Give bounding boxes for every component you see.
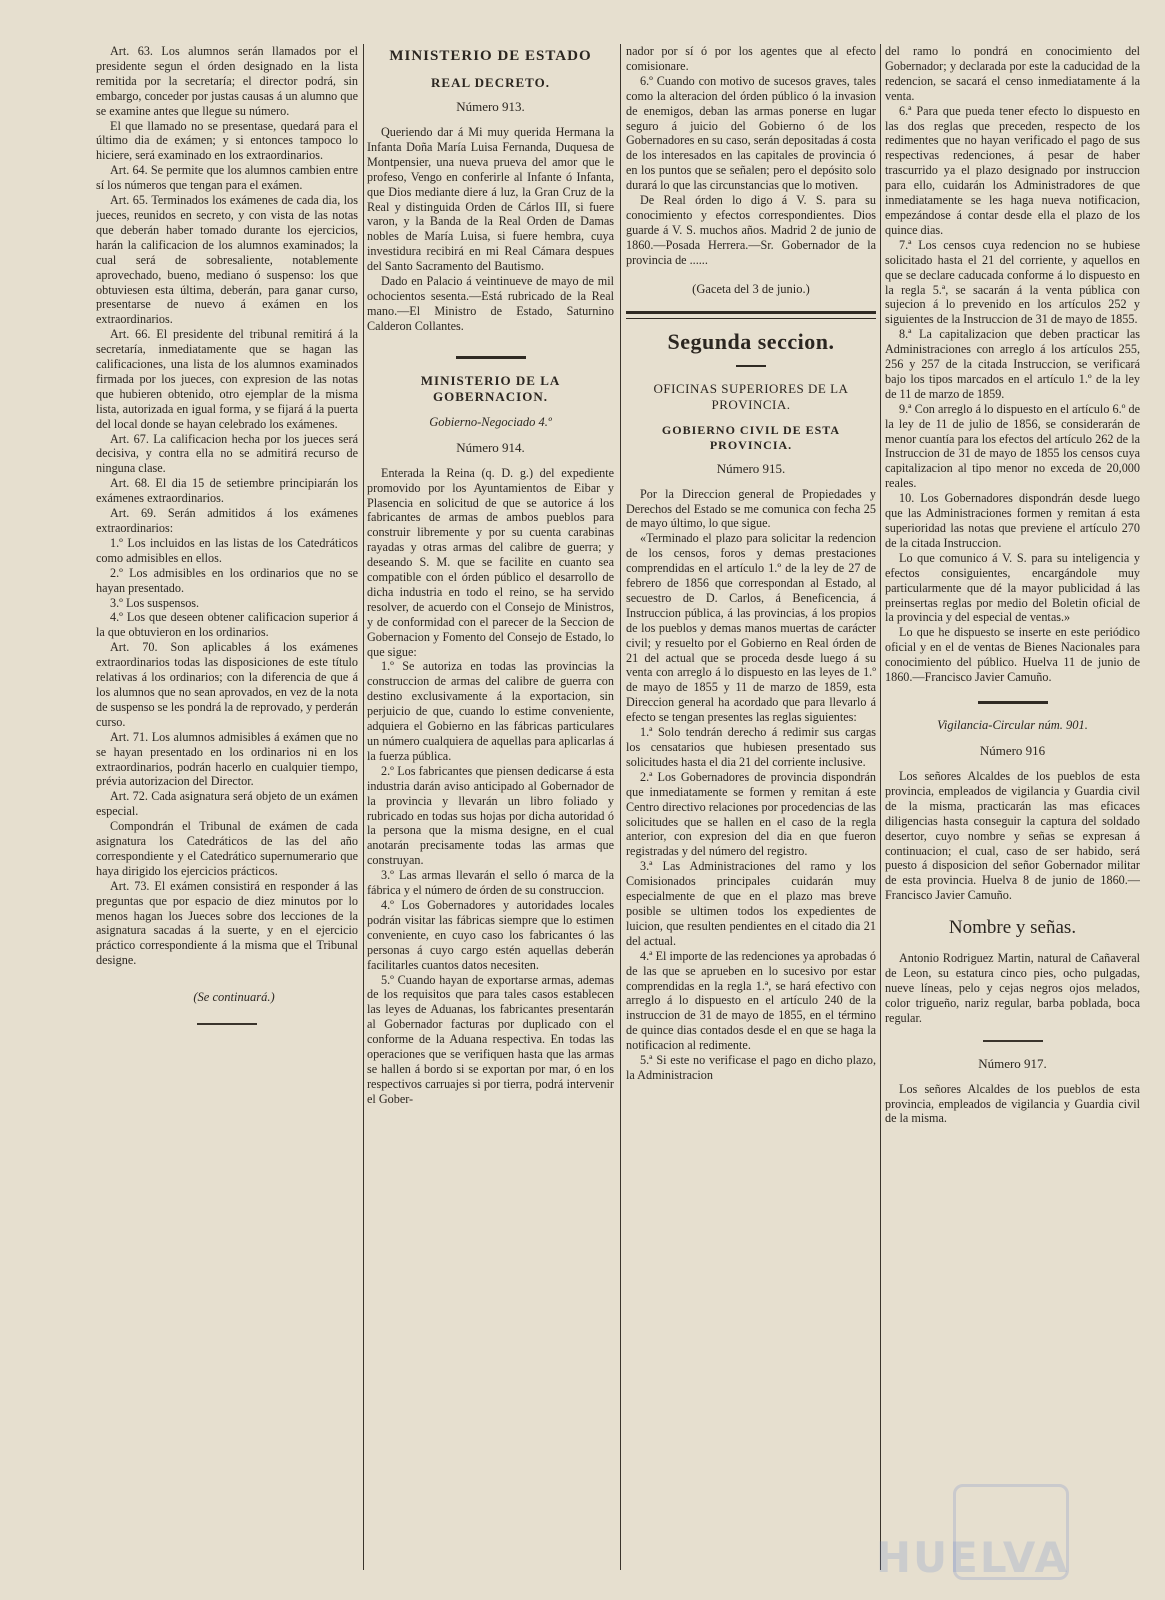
- article-list: [96, 44, 358, 968]
- regla-3: 3.ª Las Administraciones del ramo y los Comisionados principales cuidarán muy especialmente de que en el plazo mas breve posible se ultimen todos los expedientes de luicion, que resulten pendientes en el citado dia 21 del actual.: [626, 859, 876, 948]
- deserter-paragraph: Los señores Alcaldes de los pueblos de esta provincia, empleados de vigilancia y Guardia civil de la misma, practicarán las mas eficaces diligencias hasta conseguir la captura del soldado desertor, cuyo nombre y señas se expresan á continuacion; el cual, caso de ser habido, será puesto á disposicion del señor Gobernador militar de esta provincia. Huelva 8 de junio de 1860.—Francisco Javier Camuño.: [885, 768, 1140, 903]
- regla-8: 8.ª La capitalizacion que deben practicar las Administraciones con arreglo á los artículos 255, 256 y 257 de la citada Instruccion, se verificará bajo los tipos marcados en el artículo 1.º de la ley de 11 de marzo de 1859.: [885, 327, 1140, 401]
- article-paragraph: Art. 66. El presidente del tribunal remitirá á la secretaría, inmediatamente que se hagan las calificaciones, una lista de los alumnos examinados firmada por los jueces, con expresion de las notas que hubieren obtenido, otro ejemplar de la misma lista, autorizada en igual forma, y se fijará á la puerta del local donde se hayan celebrado los exámenes.: [96, 327, 358, 431]
- article-paragraph: El que llamado no se presentase, quedará para el último dia de exámen; y si entonces tampoco lo hiciere, será examinado en los extraordinarios.: [96, 118, 358, 163]
- continued-paragraph: del ramo lo pondrá en conocimiento del Gobernador; y declarada por este la caducidad de la redencion, se sacará el censo inmediatamente á la venta.: [885, 44, 1140, 103]
- regla-2: 2.ª Los Gobernadores de provincia dispondrán que inmediatamente se formen y remitan á este Centro directivo relaciones por procedencias de las solicitudes que se hallen en el caso de la regla anterior, con expresion del dia en que fueron registradas y del número del registro.: [626, 769, 876, 859]
- separator: [736, 365, 766, 367]
- column-1: [96, 44, 358, 1586]
- nombre-senas-heading: Nombre y señas.: [948, 917, 1077, 939]
- article-paragraph: Compondrán el Tribunal de exámen de cada asignatura los Catedráticos de las del año correspondiente y el Catedrático supernumerario que haya dirigido los ejercicios prácticos.: [96, 819, 358, 878]
- article-paragraph: 4.º Los que deseen obtener calificacion superior á la que obtuvieron en los ordinarios.: [96, 610, 358, 640]
- oficinas-heading: OFICINAS SUPERIORES DE LA PROVINCIA.: [653, 380, 849, 412]
- column-4: [885, 44, 1140, 1586]
- numero-915: Número 915.: [716, 460, 786, 476]
- numero-913: Número 913.: [456, 99, 525, 114]
- regla-6: 6.ª Para que pueda tener efecto lo dispuesto en las dos reglas que preceden, respecto de los redimentes que no hayan verificado el pago de sus respectivas redenciones, á pesar de haber trascurrido ya el plazo designado por instruccion para ello, cuidarán los Administradores de que inmediatamente se les haga nueva notificacion, empezándose á contar desde ella el plazo de los quince dias.: [885, 103, 1140, 237]
- order-rule-3: 3.º Las armas llevarán el sello ó marca de la fábrica y el número de órden de su construccion.: [367, 868, 614, 898]
- closing-paragraph: Lo que comunico á V. S. para su inteligencia y efectos consiguientes, encargándole muy particularmente que dé la mayor publicidad á las preinsertas reglas por medio del Boletin oficial de la provincia y del especial de ventas.»: [885, 550, 1140, 625]
- negociado-label: Gobierno-Negociado 4.º: [429, 414, 552, 429]
- separator: [456, 356, 526, 359]
- column-rule: [620, 44, 621, 1570]
- article-paragraph: Art. 71. Los alumnos admisibles á exámen que no se hayan presentado en los ordinarios ni en los extraordinarios, podrán hacerlo en cualquier tiempo, prévia autorizacion del Director.: [96, 729, 358, 789]
- order-rule-6: 6.º Cuando con motivo de sucesos graves, tales como la alteracion del órden público ó la invasion de enemigos, deban las armas ponerse en lugar seguro á juicio del Gobierno ó de los Gobernadores en su caso, serán depositadas á costa de los interesados en las capitales de provincia ó en los puntos que se señalen; pero el depósito solo durará lo que las circunstancias que lo motiven.: [626, 73, 876, 193]
- article-paragraph: Art. 63. Los alumnos serán llamados por el presidente segun el órden designado en la lista remitida por la secretaría; el director podrá, sin embargo, conceder por justas causas á un alumno que se examine antes que llegue su número.: [96, 44, 358, 118]
- article-paragraph: Art. 69. Serán admitidos á los exámenes extraordinarios:: [96, 506, 358, 535]
- regla-5: 5.ª Si este no verificase el pago en dicho plazo, la Administracion: [626, 1053, 876, 1082]
- article-paragraph: Art. 64. Se permite que los alumnos cambien entre sí los números que tengan para el exámen.: [96, 163, 358, 193]
- circular-paragraph: «Terminado el plazo para solicitar la redencion de los censos, foros y demas prestaciones comprendidas en el artículo 1.º de la ley de 27 de febrero de 1856 que correspondan al Estado, al secuestro de D. Carlos, á Beneficencia, á Instruccion pública, á las provincias, á los propios de los pueblos y demas manos muertas de carácter civil; y resuelto por el Gobierno en Real órden de 21 del actual que se proceda desde luego á su venta con arreglo á lo dispuesto en las leyes de 1.º de mayo de 1855 y 11 de marzo de 1859, esta Direccion general ha acordado que para llevarlo á efecto se tengan presentes las reglas siguientes:: [626, 531, 876, 725]
- column-rule: [363, 44, 364, 1570]
- segunda-seccion-heading: Segunda seccion.: [667, 328, 835, 354]
- separator: [197, 1023, 257, 1025]
- regla-7: 7.ª Los censos cuya redencion no se hubiese solicitado hasta el 21 del corriente, y aquellos en que se declare caducada conforme á lo dispuesto en la regla 5.ª, se sacarán á la venta pública con sujecion á lo prevenido en los artículos 252 y siguientes de la Instruccion de 31 de mayo de 1855.: [885, 237, 1140, 327]
- article-paragraph: Art. 65. Terminados los exámenes de cada dia, los jueces, reunidos en secreto, y con vista de las notas que deberán haber tomado durante los ejercicios, harán la calificacion de los alumnos examinados; la cual será de sobresaliente, notablemente aprovechado, bueno, mediano ó suspenso: los que obtuviesen esta última, deberán, para ganar curso, presentarse de nuevo á exámen en los extraordinarios.: [96, 193, 358, 327]
- separator: [983, 1040, 1043, 1042]
- gaceta-reference: (Gaceta del 3 de junio.): [692, 281, 810, 296]
- royal-order-closing: De Real órden lo digo á V. S. para su conocimiento y efectos correspondientes. Dios guarde á V. S. muchos años. Madrid 2 de junio de 1860.—Posada Herrera.—Sr. Gobernador de la provincia de ......: [626, 193, 876, 267]
- column-rule: [880, 44, 881, 1570]
- ministerio-gobernacion-heading: MINISTERIO DE LA GOBERNACION.: [420, 372, 561, 404]
- article-paragraph: 1.º Los incluidos en las listas de los Catedráticos como admisibles en ellos.: [96, 535, 358, 565]
- watermark: HUELVA: [875, 1533, 1069, 1582]
- column-2: [367, 44, 614, 1586]
- section-rule: [626, 311, 876, 319]
- vigilancia-label: Vigilancia-Circular núm. 901.: [937, 717, 1088, 732]
- real-decreto-heading: REAL DECRETO.: [431, 75, 550, 90]
- regla-9: 9.ª Con arreglo á lo dispuesto en el artículo 6.º de la ley de 11 de julio de 1856, se considerarán de menor cuantía para los efectos del artículo 262 de la Instruccion de 31 de mayo de 1855 los censos cuya capitalizacion al tipo menor no exceda de 20,000 reales.: [885, 401, 1140, 491]
- continued-paragraph: nador por sí ó por los agentes que al efecto comisionare.: [626, 44, 876, 73]
- numero-914: Número 914.: [456, 439, 525, 455]
- order-rule-2: 2.º Los fabricantes que piensen dedicarse á esta industria darán aviso anticipado al Gobernador de la provincia y llevarán un libro foliado y rubricado en todas sus hojas por dicha autoridad ó la persona que la misma designe, en el cual anotarán precisamente todas las armas que construyan.: [367, 763, 614, 868]
- article-paragraph: Art. 68. El dia 15 de setiembre principiarán los exámenes extraordinarios.: [96, 476, 358, 506]
- regla-10: 10. Los Gobernadores dispondrán desde luego que las Administraciones formen y remitan á esta superioridad las notas que previene el artículo 270 de la citada Instruccion.: [885, 491, 1140, 550]
- description-paragraph: Antonio Rodriguez Martin, natural de Cañaveral de Leon, su estatura cinco pies, ocho pulgadas, nueve líneas, pelo y cejas negros ojos melados, color trigueño, nariz regular, barba poblada, boca regular.: [885, 951, 1140, 1025]
- order-paragraph: Enterada la Reina (q. D. g.) del expediente promovido por los Ayuntamientos de Eibar y Plasencia en solicitud de que se autorice á los fabricantes de armas de ambos pueblos para construir libremente y por su cuenta carabinas rayadas y otras armas del calibre de guerra; y deseando S. M. que se facilite en cuanto sea compatible con el órden público el desarrollo de dicha industria en todo el reino, se ha servido resolver, de acuerdo con el Consejo de Ministros, y de conformidad con el parecer de la Seccion de Gobernacion y Fomento del Consejo de Estado, lo que sigue:: [367, 465, 614, 659]
- governor-note: Lo que he dispuesto se inserte en este periódico oficial y en el de ventas de Bienes Nacionales para conocimiento del público. Huelva 11 de junio de 1860.—Francisco Javier Camuño.: [885, 625, 1140, 685]
- column-3: [626, 44, 876, 1586]
- article-paragraph: Art. 67. La calificacion hecha por los jueces será decisiva, y contra ella no se admitirá recurso de ninguna clase.: [96, 431, 358, 476]
- gobierno-civil-heading: GOBIERNO CIVIL DE ESTA PROVINCIA.: [661, 422, 841, 452]
- ministerio-estado-heading: MINISTERIO DE ESTADO: [389, 48, 592, 64]
- article-paragraph: Art. 73. El exámen consistirá en responder á las preguntas que por espacio de diez minutos por lo menos hagan los Jueces sobre dos lecciones de la asignatura sacadas á la suerte, y en el ejercicio práctico correspondiente á la misma que el Tribunal designe.: [96, 878, 358, 968]
- separator: [978, 701, 1048, 704]
- article-paragraph: 3.º Los suspensos.: [110, 595, 200, 610]
- article-paragraph: Art. 70. Son aplicables á los exámenes extraordinarios todas las disposiciones de este título relativas á los ordinarios; con la diferencia de que á los alumnos que no sean aprovados, en vez de la nota de suspenso se les pondrá la de reprovado, y perderán curso.: [96, 640, 358, 729]
- final-paragraph: Los señores Alcaldes de los pueblos de esta provincia, empleados de vigilancia y Guardia civil de la misma.: [885, 1081, 1140, 1126]
- decree-paragraph: Queriendo dar á Mi muy querida Hermana la Infanta Doña María Luisa Fernanda, Duquesa de Montpensier, una nueva prueva del amor que le profeso, Vengo en conferirle al Infante ó Infanta, que Dios mediante diere á luz, la Gran Cruz de la Real y distinguida Orden de Cárlos III, si fuere varon, y la Banda de la Real Orden de Damas nobles de María Luisa, si fuere hembra, cuya investidura recibirá en mi Real Cámara despues del Santo Sacramento del Bautismo.: [367, 125, 614, 274]
- numero-916: Número 916: [979, 742, 1046, 758]
- order-rule-4: 4.º Los Gobernadores y autoridades locales podrán visitar las fábricas siempre que lo estimen conveniente, en cuyo caso los fabricantes ó las personas á cuyo cargo estén aquellas deberán facilitarles cuantos datos necesiten.: [367, 897, 614, 972]
- article-paragraph: Art. 72. Cada asignatura será objeto de un exámen especial.: [96, 789, 358, 819]
- direccion-paragraph: Por la Direccion general de Propiedades y Derechos del Estado se me comunica con fecha 25 de mayo último, lo que sigue.: [626, 486, 876, 531]
- order-rule-5: 5.º Cuando hayan de exportarse armas, ademas de los requisitos que para tales casos establecen las leyes de Aduanas, los fabricantes presentarán al Gobernador facturas por duplicado con el conforme de la Aduana respectiva. En todas las operaciones que se verifiquen hasta que las armas se hallen á bordo si se exportan por mar, ó en los respectivos carruajes si por tierra, podrá intervenir el Gober-: [367, 972, 614, 1106]
- article-paragraph: 2.º Los admisibles en los ordinarios que no se hayan presentado.: [96, 565, 358, 595]
- numero-917: Número 917.: [978, 1055, 1047, 1071]
- decree-signature: Dado en Palacio á veintinueve de mayo de mil ochocientos sesenta.—Está rubricado de la Real mano.—El Ministro de Estado, Saturnino Calderon Collantes.: [367, 274, 614, 333]
- regla-1: 1.ª Solo tendrán derecho á redimir sus cargas los censatarios que hubiesen presentado sus solicitudes hasta el dia 21 del corriente inclusive.: [626, 725, 876, 769]
- order-rule-1: 1.º Se autoriza en todas las provincias la construccion de armas del calibre de guerra con destino exclusivamente á la exportacion, sin perjuicio de que, cuando lo estime conveniente, adquiera el Gobierno en las fábricas particulares un número cualquiera de aquellas para aplicarlas á la fuerza pública.: [367, 659, 614, 763]
- continuation-note: (Se continuará.): [193, 990, 275, 1005]
- regla-4: 4.ª El importe de las redenciones ya aprobadas ó de las que se aprueben en lo sucesivo por estar comprendidas en la regla 1.ª, se hará efectivo con arreglo á lo dispuesto en el artículo 240 de la instruccion de 31 de mayo de 1855, en el término de quince dias contados desde el en que se haga la notificacion al redimente.: [626, 948, 876, 1053]
